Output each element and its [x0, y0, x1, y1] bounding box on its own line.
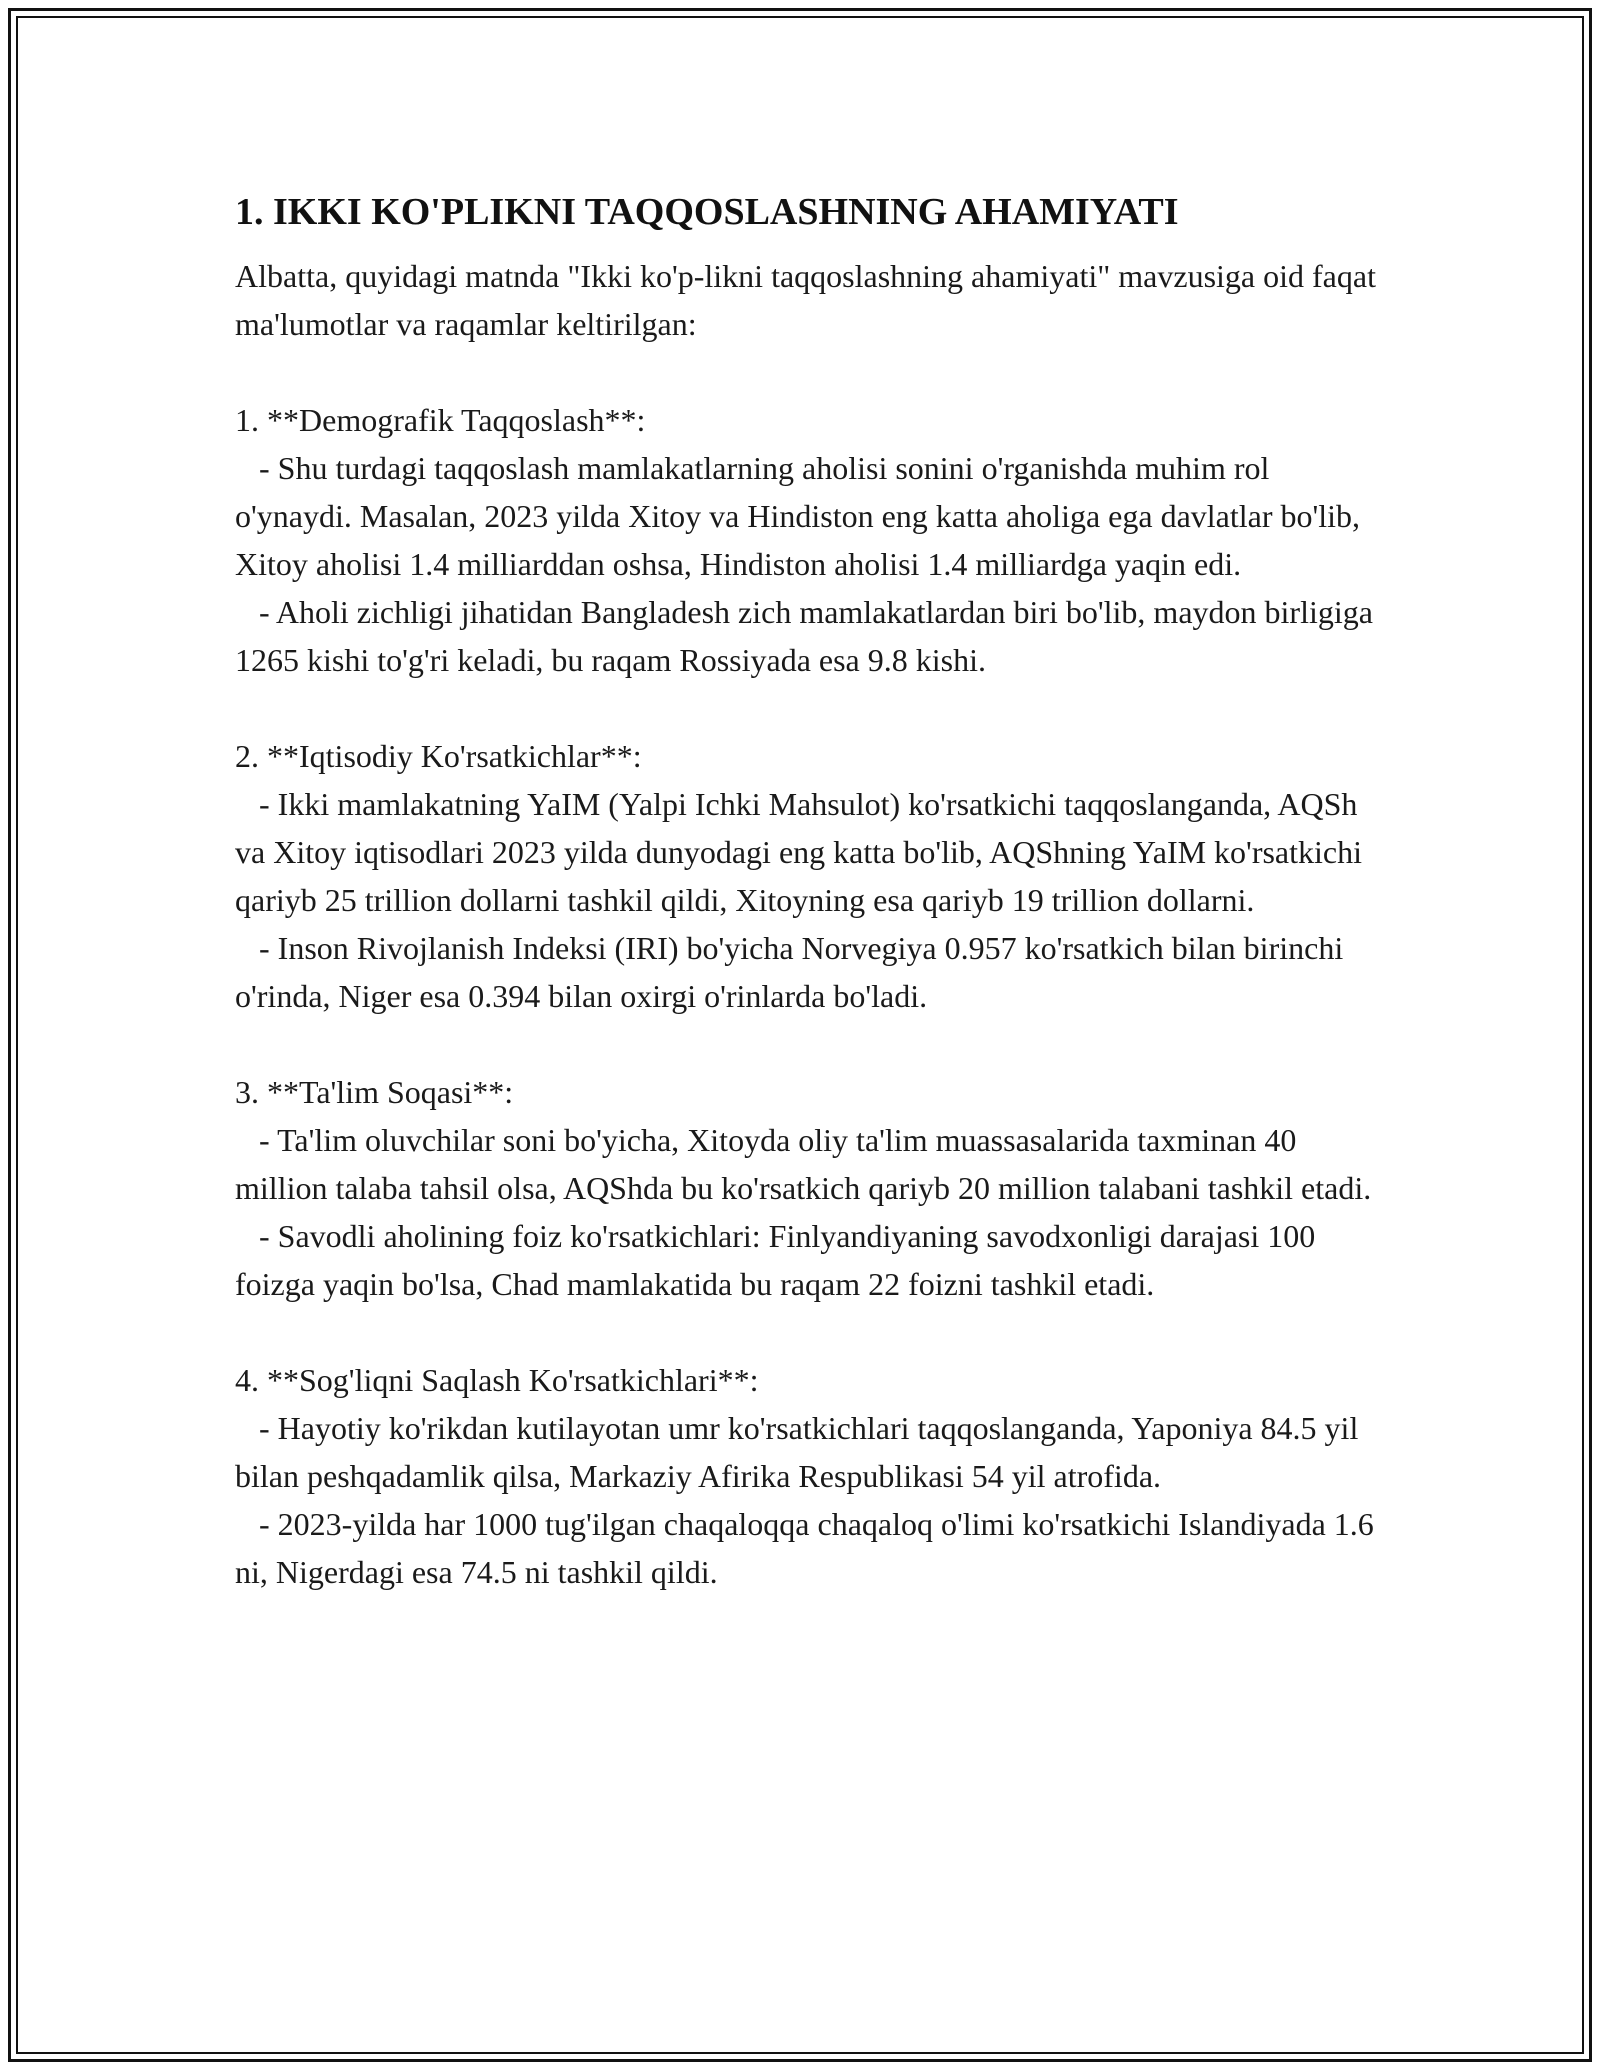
section-heading: 1. **Demografik Taqqoslash**: [235, 402, 646, 438]
section-bullet: - Hayotiy ko'rikdan kutilayotan umr ko'rsatkichlari taqqoslanganda, Yaponiya 84.5 yil bilan peshqadamlik qilsa, Markaziy Afirika Respublikasi 54 yil atrofida. [235, 1410, 1367, 1494]
section-iqtisodiy [235, 732, 1385, 1020]
section-talim [235, 1068, 1385, 1308]
document-body [235, 186, 1385, 1596]
section-bullet: - Shu turdagi taqqoslash mamlakatlarning aholisi sonini o'rganishda muhim rol o'ynaydi. Masalan, 2023 yilda Xitoy va Hindiston eng katta aholiga ega davlatlar bo'lib, Xitoy aholisi 1.4 milliarddan oshsa, Hindiston aholisi 1.4 milliardga yaqin edi. [235, 450, 1369, 582]
section-bullet: - Ta'lim oluvchilar soni bo'yicha, Xitoyda oliy ta'lim muassasalarida taxminan 40 million talaba tahsil olsa, AQShda bu ko'rsatkich qariyb 20 million talabani tashkil etadi. [235, 1122, 1372, 1206]
section-bullet: - Ikki mamlakatning YaIM (Yalpi Ichki Mahsulot) ko'rsatkichi taqqoslanganda, AQSh va Xitoy iqtisodlari 2023 yilda dunyodagi eng katta bo'lib, AQShning YaIM ko'rsatkichi qariyb 25 trillion dollarni tashkil qildi, Xitoyning esa qariyb 19 trillion dollarni. [235, 786, 1370, 918]
section-sogliqni-saqlash [235, 1356, 1385, 1596]
section-heading: 2. **Iqtisodiy Ko'rsatkichlar**: [235, 738, 642, 774]
section-bullet: - Savodli aholining foiz ko'rsatkichlari: Finlyandiyaning savodxonligi darajasi 100 foizga yaqin bo'lsa, Chad mamlakatida bu raqam 22 foizni tashkil etadi. [235, 1218, 1324, 1302]
section-bullet: - Aholi zichligi jihatidan Bangladesh zich mamlakatlardan biri bo'lib, maydon birligiga 1265 kishi to'g'ri keladi, bu raqam Rossiyada esa 9.8 kishi. [235, 594, 1381, 678]
section-bullet: - 2023-yilda har 1000 tug'ilgan chaqaloqqa chaqaloq o'limi ko'rsatkichi Islandiyada 1.6 ni, Nigerdagi esa 74.5 ni tashkil qildi. [235, 1506, 1382, 1590]
section-demografik [235, 396, 1385, 684]
intro-paragraph: Albatta, quyidagi matnda "Ikki ko'p-likni taqqoslashning ahamiyati" mavzusiga oid faqat ma'lumotlar va raqamlar keltirilgan: [235, 258, 1376, 342]
section-heading: 4. **Sog'liqni Saqlash Ko'rsatkichlari**: [235, 1362, 759, 1398]
section-heading: 3. **Ta'lim Soqasi**: [235, 1074, 514, 1110]
page-title: 1. IKKI KO'PLIKNI TAQQOSLASHNING AHAMIYATI [235, 191, 1179, 233]
section-bullet: - Inson Rivojlanish Indeksi (IRI) bo'yicha Norvegiya 0.957 ko'rsatkich bilan birinchi o'rinda, Niger esa 0.394 bilan oxirgi o'rinlarda bo'ladi. [235, 930, 1352, 1014]
